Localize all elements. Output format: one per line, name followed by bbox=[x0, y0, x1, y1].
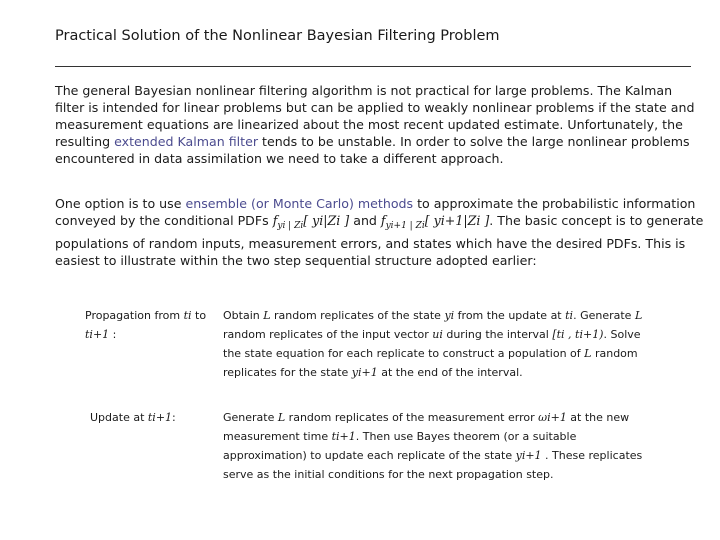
text-segment: to approximate the probabilistic information conveyed by the conditional PDFs bbox=[55, 196, 696, 228]
text-segment: . Solve the state equation for each replicate to construct a population of bbox=[223, 328, 641, 360]
math-expression: yi bbox=[444, 309, 455, 322]
slide-title: Practical Solution of the Nonlinear Bayesian Filtering Problem bbox=[55, 28, 500, 44]
math-expression: L bbox=[263, 309, 271, 322]
text-segment: random replicates of the measurement error bbox=[285, 411, 539, 424]
text-segment: . Generate bbox=[573, 309, 635, 322]
math-expression: yi+1 bbox=[351, 366, 378, 379]
step-description-update bbox=[223, 408, 653, 484]
text-segment: from the update at bbox=[454, 309, 566, 322]
math-expression: ti+1 bbox=[147, 411, 173, 424]
text-segment: tends to be unstable. In order to solve the large nonlinear problems encountered in data assimilation we need to take a different approach. bbox=[55, 134, 690, 166]
title-divider bbox=[55, 66, 691, 67]
text-segment: at the new measurement time bbox=[223, 411, 630, 443]
text-segment: random replicates for the state bbox=[223, 347, 638, 379]
paragraph-intro bbox=[55, 82, 705, 167]
math-expression: yi+1 bbox=[515, 449, 542, 462]
text-segment: during the interval bbox=[442, 328, 553, 341]
step-label-propagation bbox=[85, 306, 215, 344]
math-expression: f bbox=[380, 213, 386, 228]
text-segment: Propagation from bbox=[85, 309, 184, 322]
math-expression: yi+1 | Zi bbox=[385, 221, 425, 231]
text-segment: random replicates of the state bbox=[270, 309, 445, 322]
math-expression: [ yi|Zi ] bbox=[303, 213, 350, 228]
term-link[interactable]: extended Kalman filter bbox=[114, 134, 259, 149]
text-segment: Generate bbox=[223, 411, 278, 424]
math-expression: L bbox=[634, 309, 643, 322]
text-segment: at the end of the interval. bbox=[377, 366, 523, 379]
math-expression: f bbox=[272, 213, 278, 228]
term-link[interactable]: ensemble (or Monte Carlo) methods bbox=[185, 196, 414, 211]
text-segment: One option is to use bbox=[55, 196, 186, 211]
text-segment: Obtain bbox=[223, 309, 264, 322]
math-expression: ti bbox=[565, 309, 574, 322]
math-expression: ui bbox=[432, 328, 443, 341]
math-expression: ti+1 bbox=[85, 328, 110, 341]
text-segment: to bbox=[191, 309, 207, 322]
paragraph-ensemble bbox=[55, 195, 705, 269]
math-expression: ti bbox=[183, 309, 192, 322]
text-segment: . Then use Bayes theorem (or a suitable approximation) to update each replicate of the state bbox=[223, 430, 577, 462]
text-segment: . These replicates serve as the initial conditions for the next propagation step. bbox=[223, 449, 643, 481]
step-description-propagation bbox=[223, 306, 653, 382]
math-expression: yi | Zi bbox=[277, 221, 304, 231]
text-segment: : bbox=[109, 328, 117, 341]
text-segment: : bbox=[172, 411, 176, 424]
math-expression: L bbox=[277, 411, 286, 424]
math-expression: ti+1 bbox=[331, 430, 356, 443]
text-segment: Update at bbox=[90, 411, 148, 424]
math-expression: [ yi+1|Zi ] bbox=[424, 213, 490, 228]
text-segment: . The basic concept is to generate populations of random inputs, measurement errors, and states which have the desired PDFs. This is easiest to illustrate within the two step sequential structure adopted earlier: bbox=[55, 213, 704, 268]
math-expression: L bbox=[584, 347, 592, 360]
text-segment: random replicates of the input vector bbox=[223, 328, 433, 341]
text-segment: and bbox=[349, 213, 381, 228]
math-expression: ωi+1 bbox=[538, 411, 567, 424]
text-segment: The general Bayesian nonlinear filtering algorithm is not practical for large problems. The Kalman filter is intended for linear problems but can be applied to weakly nonlinear problems if the state and measurement equations are linearized about the most recent updated estimate. Unfortunately, the resulting bbox=[55, 83, 695, 149]
math-expression: [ti , ti+1) bbox=[552, 328, 604, 341]
step-label-update bbox=[90, 408, 220, 427]
